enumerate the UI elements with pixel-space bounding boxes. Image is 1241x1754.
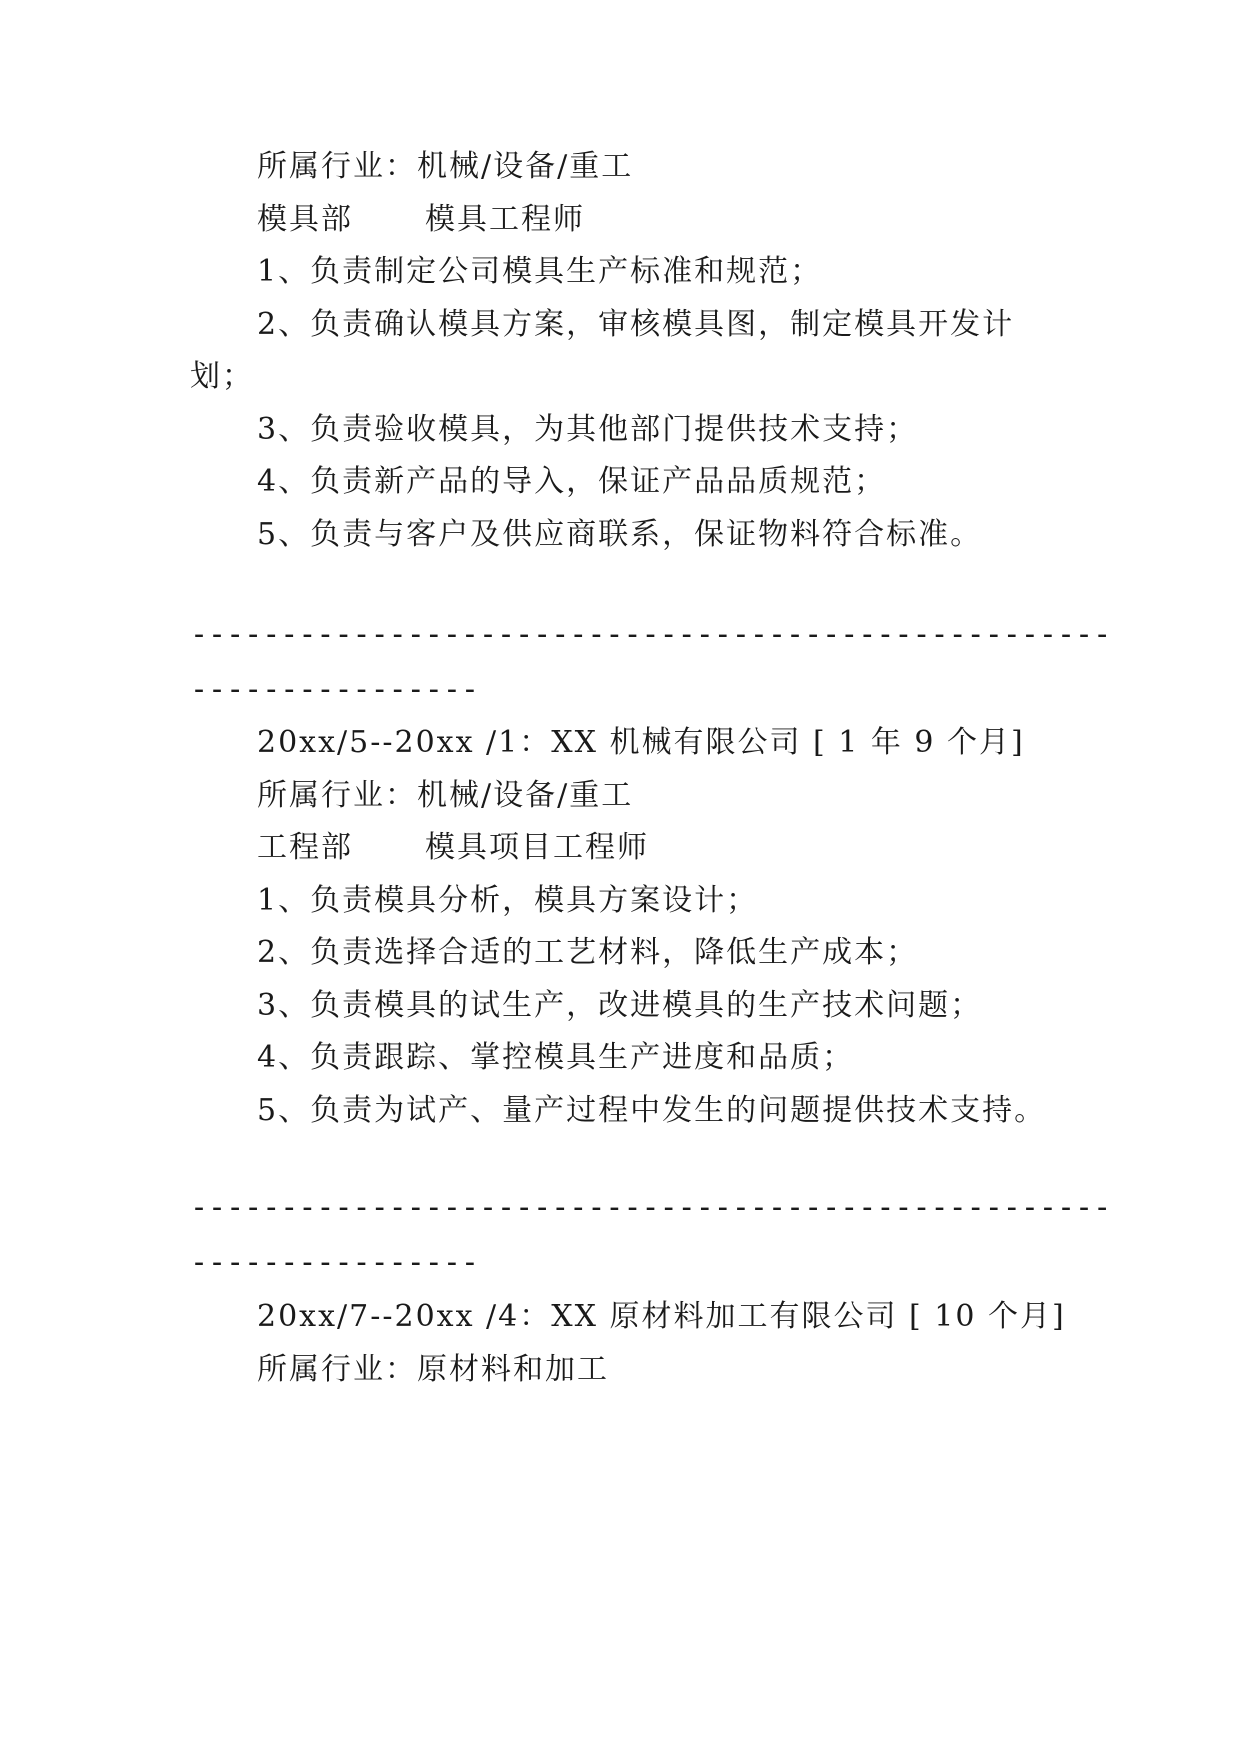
divider-line: ---------------- bbox=[190, 672, 479, 707]
duty-item: 5、负责与客户及供应商联系，保证物料符合标准。 bbox=[257, 517, 983, 552]
divider-line: --------------------------------------------------- bbox=[190, 1190, 1112, 1225]
dept-position-line bbox=[257, 200, 585, 240]
job-header: 20xx/5--20xx /1：XX 机械有限公司 [ 1 年 9 个月] bbox=[257, 725, 1025, 760]
industry-line: 所属行业：机械/设备/重工 bbox=[257, 149, 634, 184]
duty-item: 5、负责为试产、量产过程中发生的问题提供技术支持。 bbox=[257, 1093, 1047, 1128]
duty-item: 4、负责跟踪、掌控模具生产进度和品质； bbox=[257, 1040, 855, 1075]
industry-line: 所属行业：原材料和加工 bbox=[257, 1352, 609, 1387]
duty-item-continuation: 划； bbox=[190, 359, 254, 394]
divider-line: --------------------------------------------------- bbox=[190, 617, 1112, 652]
duty-item: 1、负责制定公司模具生产标准和规范； bbox=[257, 254, 823, 289]
job-header: 20xx/7--20xx /4：XX 原材料加工有限公司 [ 10 个月] bbox=[257, 1299, 1066, 1334]
divider-line: ---------------- bbox=[190, 1245, 479, 1280]
department: 模具部 bbox=[257, 202, 353, 237]
duty-item: 4、负责新产品的导入，保证产品品质规范； bbox=[257, 464, 887, 499]
duty-item: 1、负责模具分析，模具方案设计； bbox=[257, 883, 759, 918]
duty-item: 3、负责验收模具，为其他部门提供技术支持； bbox=[257, 412, 919, 447]
duty-item: 2、负责确认模具方案，审核模具图，制定模具开发计 bbox=[257, 307, 1015, 342]
position: 模具工程师 bbox=[425, 202, 585, 237]
duty-item: 3、负责模具的试生产，改进模具的生产技术问题； bbox=[257, 988, 983, 1023]
department: 工程部 bbox=[257, 830, 353, 865]
industry-line: 所属行业：机械/设备/重工 bbox=[257, 778, 634, 813]
position: 模具项目工程师 bbox=[425, 830, 649, 865]
dept-position-line bbox=[257, 828, 649, 868]
duty-item: 2、负责选择合适的工艺材料，降低生产成本； bbox=[257, 935, 919, 970]
